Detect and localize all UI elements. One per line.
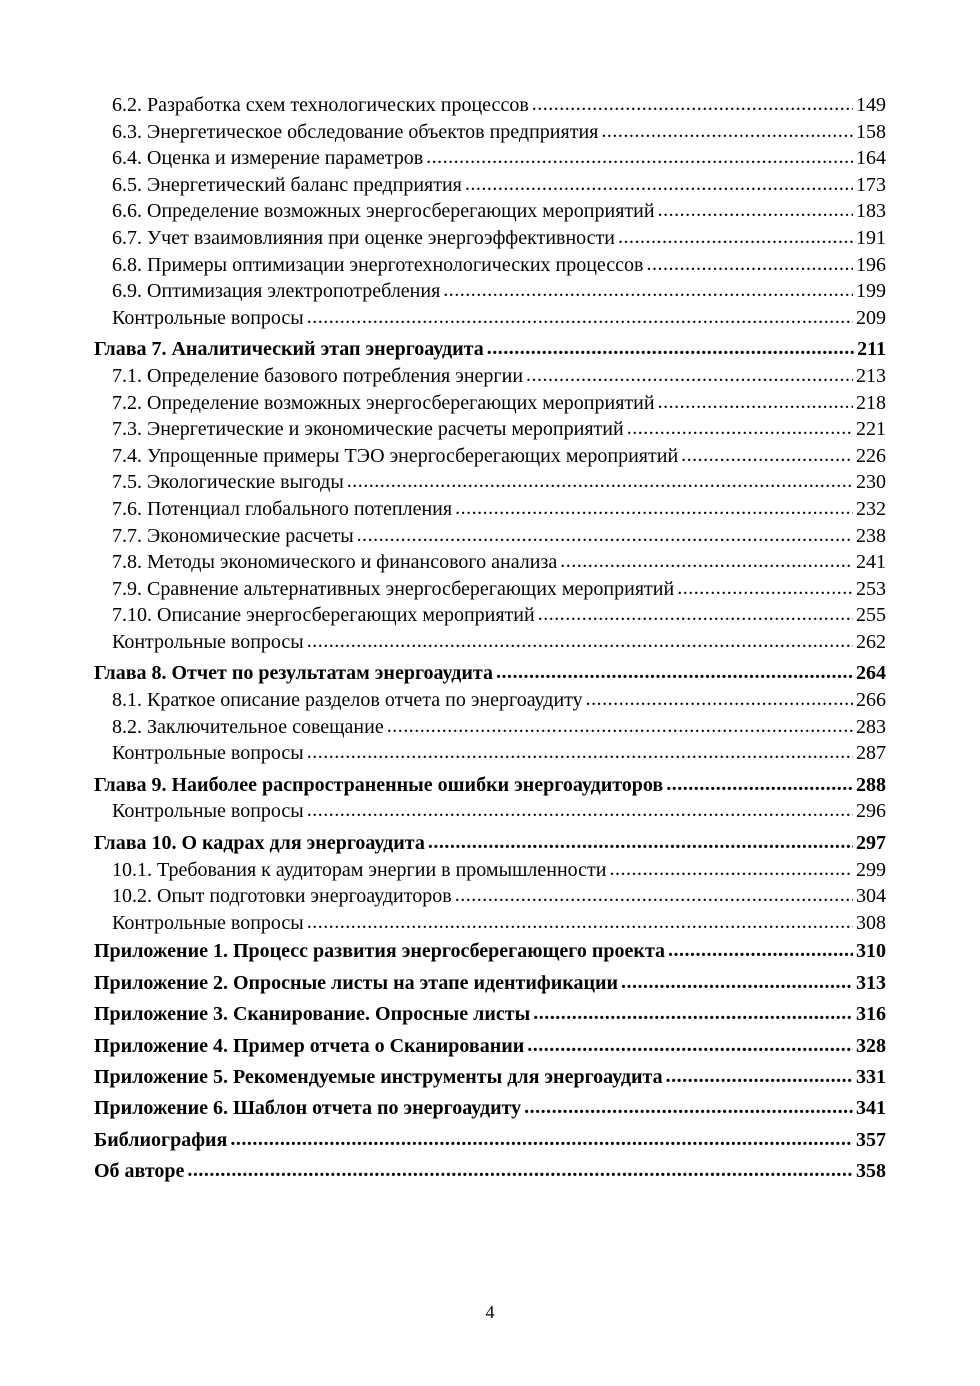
toc-entry-title: Контрольные вопросы [112,306,304,329]
toc-entry-page: 226 [856,444,886,467]
toc-entry[interactable] [94,443,886,470]
dot-leader [307,304,853,331]
toc-entry-page: 313 [856,971,886,994]
toc-entry-page: 241 [856,551,886,574]
toc-entry-page: 288 [856,773,886,796]
toc-entry-title: 6.8. Примеры оптимизации энерготехнологических процессов [112,253,644,276]
toc-entry[interactable] [94,714,886,741]
toc-entry[interactable] [94,740,886,767]
dot-leader [666,1061,853,1092]
toc-entry-page: 297 [856,832,886,855]
toc-entry[interactable] [94,469,886,496]
toc-entry-page: 213 [856,364,886,387]
toc-entry-page: 299 [856,858,886,881]
dot-leader [465,171,853,198]
toc-entry-title: 7.8. Методы экономического и финансового анализа [112,551,558,574]
toc-entry-title: Контрольные вопросы [112,911,304,934]
dot-leader [677,575,853,602]
toc-entry[interactable] [94,225,886,252]
toc-entry[interactable] [94,145,886,172]
toc-entry[interactable] [94,857,886,884]
toc-entry[interactable] [94,798,886,825]
toc-entry-title: Приложение 5. Рекомендуемые инструменты для энергоаудита [94,1065,663,1088]
toc-entry-title: 6.5. Энергетический баланс предприятия [112,173,462,196]
dot-leader [443,277,853,304]
toc-entry-title: 10.1. Требования к аудиторам энергии в промышленности [112,858,607,881]
toc-entry-page: 304 [856,885,886,908]
toc-entry[interactable] [94,172,886,199]
toc-entry-title: 8.2. Заключительное совещание [112,715,384,738]
toc-entry-title: 6.3. Энергетическое обследование объектов предприятия [112,120,599,143]
dot-leader [666,771,853,798]
toc-entry-title: 8.1. Краткое описание разделов отчета по энергоаудиту [112,689,583,712]
toc-entry-page: 283 [856,715,886,738]
toc-entry-page: 164 [856,147,886,170]
toc-chapter[interactable] [94,336,886,363]
toc-entry-page: 266 [856,689,886,712]
dot-leader [527,1030,853,1061]
toc-entry[interactable] [94,416,886,443]
toc-entry[interactable] [94,198,886,225]
dot-leader [307,909,853,936]
toc-entry[interactable] [94,278,886,305]
dot-leader [681,442,853,469]
toc-entry[interactable] [94,549,886,576]
dot-leader [230,1124,853,1155]
toc-entry-page: 209 [856,306,886,329]
toc-entry-page: 264 [856,662,886,685]
table-of-contents [94,92,886,1188]
toc-entry-title: 7.4. Упрощенные примеры ТЭО энергосберегающих мероприятий [112,444,679,467]
toc-chapter[interactable] [94,772,886,799]
toc-entry-title: 7.7. Экономические расчеты [112,524,354,547]
dot-leader [307,628,853,655]
toc-entry-page: 221 [856,418,886,441]
toc-entry[interactable] [94,523,886,550]
toc-appendix[interactable] [94,936,886,967]
toc-entry-title: Глава 7. Аналитический этап энергоаудита [94,338,484,361]
toc-entry[interactable] [94,252,886,279]
toc-entry-title: Об авторе [94,1160,185,1183]
dot-leader [426,144,853,171]
toc-entry[interactable] [94,883,886,910]
toc-entry-title: Приложение 2. Опросные листы на этапе идентификации [94,971,619,994]
toc-entry-page: 255 [856,604,886,627]
toc-entry-title: Контрольные вопросы [112,630,304,653]
dot-leader [524,1092,853,1123]
toc-entry-title: 6.4. Оценка и измерение параметров [112,147,424,170]
toc-entry-page: 253 [856,577,886,600]
dot-leader [357,522,853,549]
toc-appendix[interactable] [94,968,886,999]
dot-leader [533,998,853,1029]
toc-entry[interactable] [94,687,886,714]
toc-entry-page: 158 [856,120,886,143]
toc-entry[interactable] [94,576,886,603]
dot-leader [618,224,853,251]
dot-leader [455,882,853,909]
toc-entry-title: Глава 10. О кадрах для энергоаудита [94,832,425,855]
toc-entry-page: 310 [856,940,886,963]
toc-appendix[interactable] [94,1156,886,1187]
toc-chapter[interactable] [94,830,886,857]
dot-leader [560,548,853,575]
dot-leader [487,335,854,362]
dot-leader [647,251,853,278]
toc-entry-page: 238 [856,524,886,547]
toc-entry-page: 199 [856,280,886,303]
toc-entry-title: Библиография [94,1128,228,1151]
toc-entry-page: 328 [856,1034,886,1057]
toc-entry-title: 7.5. Экологические выгоды [112,471,344,494]
dot-leader [586,686,853,713]
dot-leader [538,601,853,628]
dot-leader [658,389,853,416]
toc-entry-title: 7.9. Сравнение альтернативных энергосберегающих мероприятий [112,577,675,600]
toc-entry[interactable] [94,390,886,417]
toc-entry[interactable] [94,119,886,146]
dot-leader [658,197,853,224]
toc-entry-page: 296 [856,800,886,823]
toc-entry-title: Приложение 3. Сканирование. Опросные листы [94,1003,531,1026]
toc-entry[interactable] [94,496,886,523]
toc-entry-page: 287 [856,742,886,765]
dot-leader [387,713,853,740]
toc-entry-page: 149 [856,94,886,116]
toc-appendix[interactable] [94,1093,886,1124]
toc-entry-page: 357 [856,1128,886,1151]
toc-entry-title: 6.9. Оптимизация электропотребления [112,280,441,303]
toc-entry-page: 262 [856,630,886,653]
toc-entry-title: 6.6. Определение возможных энергосберегающих мероприятий [112,200,655,223]
toc-entry[interactable] [94,92,886,119]
dot-leader [668,935,853,966]
dot-leader [496,659,853,686]
toc-entry-title: Приложение 6. Шаблон отчета по энергоаудиту [94,1097,522,1120]
toc-appendix[interactable] [94,1031,886,1062]
toc-entry-title: Приложение 1. Процесс развития энергосберегающего проекта [94,940,666,963]
toc-entry[interactable] [94,363,886,390]
toc-entry-title: Глава 9. Наиболее распространенные ошибки энергоаудиторов [94,773,664,796]
dot-leader [428,829,853,856]
toc-entry-title: 7.3. Энергетические и экономические расчеты мероприятий [112,418,624,441]
dot-leader [307,797,853,824]
dot-leader [526,362,853,389]
toc-chapter[interactable] [94,660,886,687]
toc-entry-title: Глава 8. Отчет по результатам энергоаудита [94,662,493,685]
toc-entry[interactable] [94,305,886,332]
toc-entry-page: 232 [856,497,886,520]
toc-entry-page: 173 [856,173,886,196]
toc-entry-title: 7.6. Потенциал глобального потепления [112,497,453,520]
dot-leader [610,856,854,883]
toc-entry-title: Контрольные вопросы [112,742,304,765]
toc-entry-page: 331 [856,1065,886,1088]
toc-entry-page: 230 [856,471,886,494]
dot-leader [627,415,853,442]
toc-entry-page: 218 [856,391,886,414]
toc-entry-page: 183 [856,200,886,223]
toc-entry-title: 7.10. Описание энергосберегающих мероприятий [112,604,535,627]
toc-entry-title: 10.2. Опыт подготовки энергоаудиторов [112,885,452,908]
dot-leader [347,468,853,495]
dot-leader [187,1155,853,1186]
toc-entry-page: 358 [856,1160,886,1183]
dot-leader [532,91,853,118]
toc-entry-title: 6.2. Разработка схем технологических процессов [112,94,529,116]
toc-entry-page: 191 [856,226,886,249]
toc-entry[interactable] [94,602,886,629]
dot-leader [307,739,853,766]
page-number: 4 [485,1302,495,1322]
toc-entry-title: 7.1. Определение базового потребления энергии [112,364,524,387]
toc-entry-page: 196 [856,253,886,276]
toc-entry[interactable] [94,629,886,656]
toc-appendix[interactable] [94,1125,886,1156]
dot-leader [621,967,853,998]
toc-entry-page: 316 [856,1003,886,1026]
toc-appendix[interactable] [94,1062,886,1093]
toc-appendix[interactable] [94,999,886,1030]
toc-entry-title: Приложение 4. Пример отчета о Сканировании [94,1034,525,1057]
toc-entry-title: 7.2. Определение возможных энергосберегающих мероприятий [112,391,655,414]
toc-entry-title: 6.7. Учет взаимовлияния при оценке энергоэффективности [112,226,615,249]
toc-entry-title: Контрольные вопросы [112,800,304,823]
toc-entry-page: 308 [856,911,886,934]
toc-entry-page: 211 [857,338,886,361]
toc-entry[interactable] [94,910,886,937]
toc-entry-page: 341 [856,1097,886,1120]
dot-leader [455,495,853,522]
dot-leader [601,118,853,145]
